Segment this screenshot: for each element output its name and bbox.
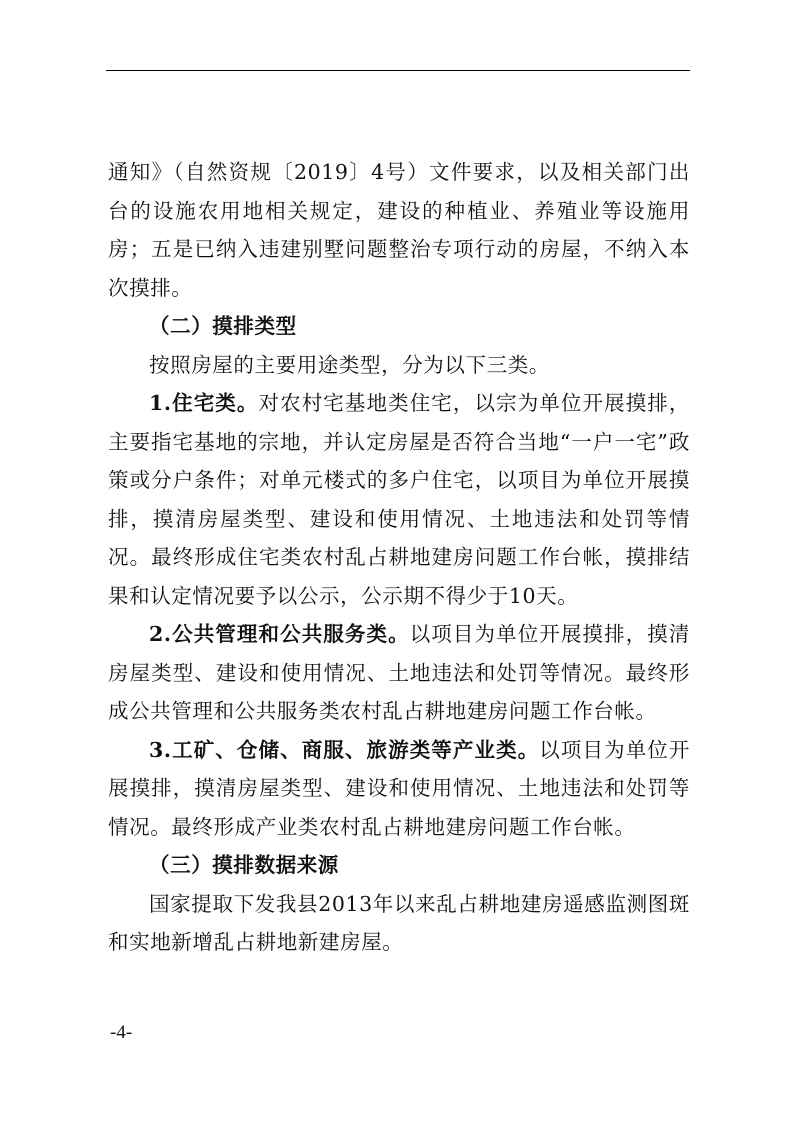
item-public-text: 以项目为单位开展摸排，摸清房屋类型、建设和使用情况、土地违法和处罚等情况。最终形成公共管理和公共服务类农村乱占耕地建房问题工作台帐。 bbox=[108, 622, 690, 723]
paragraph-continued: 通知》（自然资规〔2019〕4号）文件要求，以及相关部门出台的设施农用地相关规定，建设的种植业、养殖业等设施用房；五是已纳入违建别墅问题整治专项行动的房屋，不纳入本次摸排。 bbox=[108, 160, 690, 300]
paragraph-intro: 按照房屋的主要用途类型，分为以下三类。 bbox=[149, 352, 550, 377]
section-heading-3: （三）摸排数据来源 bbox=[149, 853, 339, 877]
page-number: -4- bbox=[110, 1022, 133, 1043]
document-body bbox=[108, 153, 690, 962]
item-industry bbox=[108, 731, 690, 847]
section-heading-2: （二）摸排类型 bbox=[149, 314, 297, 338]
item-public bbox=[108, 615, 690, 731]
item-industry-text: 以项目为单位开展摸排，摸清房屋类型、建设和使用情况、土地违法和处罚等情况。最终形成产业类农村乱占耕地建房问题工作台帐。 bbox=[108, 737, 690, 839]
header-rule bbox=[106, 70, 690, 71]
item-residential bbox=[108, 384, 690, 615]
item-industry-title: 3.工矿、仓储、商服、旅游类等产业类。 bbox=[149, 737, 540, 762]
paragraph-data-source: 国家提取下发我县2013年以来乱占耕地建房遥感监测图斑和实地新增乱占耕地新建房屋。 bbox=[108, 891, 690, 954]
item-residential-text: 对农村宅基地类住宅，以宗为单位开展摸排，主要指宅基地的宗地，并认定房屋是否符合当地“一户一宅”政策或分户条件；对单元楼式的多户住宅，以项目为单位开展摸排，摸清房屋类型、建设和使用情况、土地违法和处罚等情况。最终形成住宅类农村乱占耕地建房问题工作台帐，摸排结果和认定情况要予以公示，公示期不得少于10天。 bbox=[108, 391, 690, 608]
item-public-title: 2.公共管理和公共服务类。 bbox=[149, 622, 410, 646]
item-residential-title: 1.住宅类。 bbox=[149, 391, 259, 415]
